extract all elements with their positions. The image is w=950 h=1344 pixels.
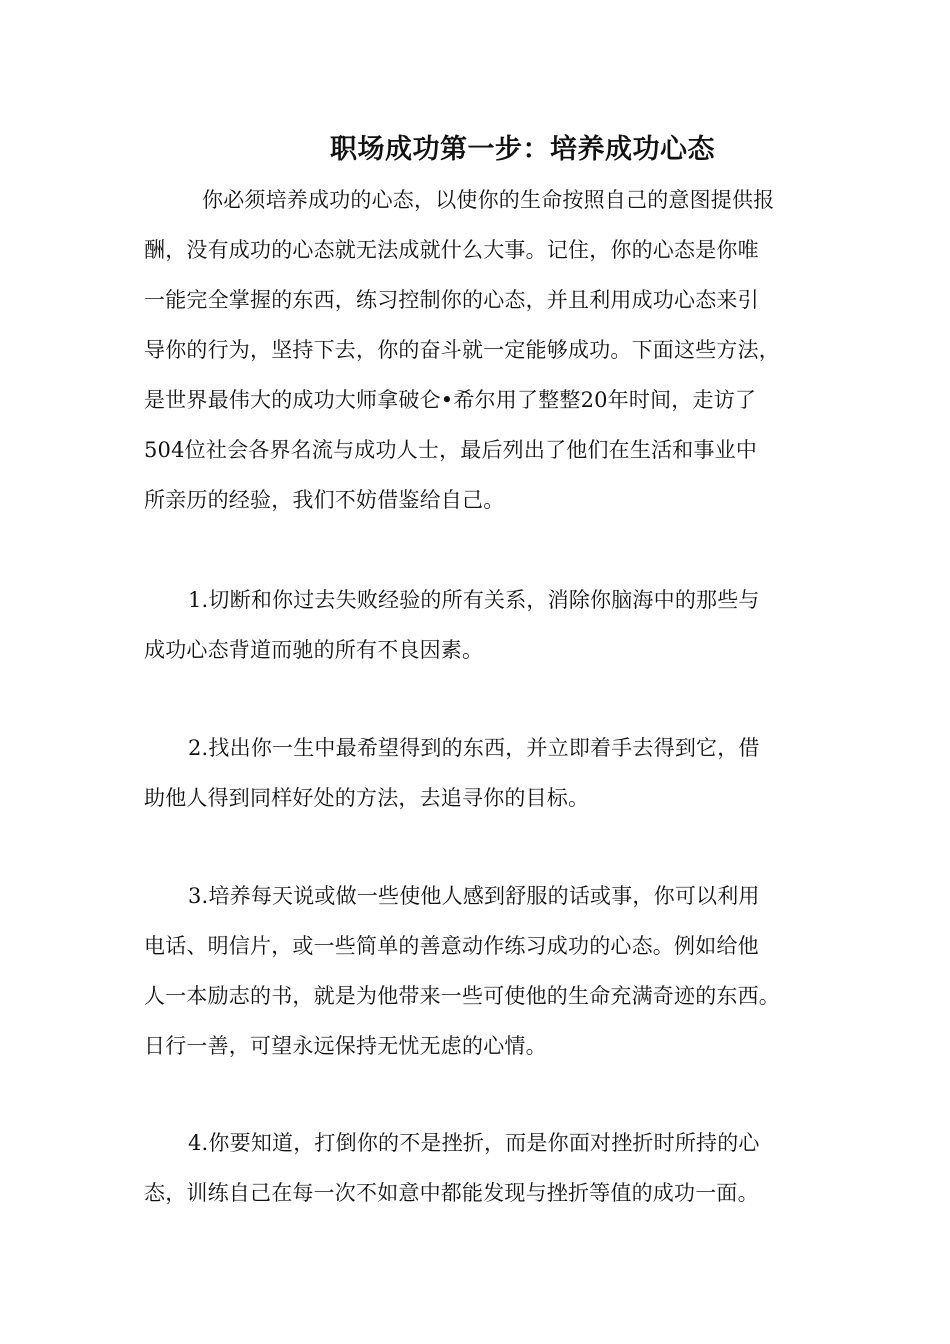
paragraph-line: 504位社会各界名流与成功人士，最后列出了他们在生活和事业中 bbox=[144, 438, 758, 462]
intro-paragraph bbox=[144, 175, 808, 525]
paragraph-line: 人一本励志的书，就是为他带来一些可使他的生命充满奇迹的东西。 bbox=[144, 984, 780, 1008]
list-item-3 bbox=[144, 871, 808, 1071]
list-item-4 bbox=[144, 1118, 808, 1218]
paragraph-line: 酬，没有成功的心态就无法成就什么大事。记住，你的心态是你唯 bbox=[144, 238, 759, 262]
paragraph-line: 电话、明信片，或一些简单的善意动作练习成功的心态。例如给他 bbox=[144, 934, 759, 958]
paragraph-line: 成功心态背道而驰的所有不良因素。 bbox=[144, 638, 484, 662]
paragraph-line: 4.你要知道，打倒你的不是挫折，而是你面对挫折时所持的心 bbox=[188, 1131, 760, 1155]
document-title: 职场成功第一步：培养成功心态 bbox=[330, 134, 715, 165]
paragraph-line: 所亲历的经验，我们不妨借鉴给自己。 bbox=[144, 488, 505, 512]
paragraph-line: 你必须培养成功的心态，以使你的生命按照自己的意图提供报 bbox=[202, 188, 775, 212]
paragraph-line: 是世界最伟大的成功大师拿破仑•希尔用了整整20年时间，走访了 bbox=[144, 388, 757, 412]
list-item-2 bbox=[144, 723, 808, 823]
paragraph-line: 态，训练自己在每一次不如意中都能发现与挫折等值的成功一面。 bbox=[144, 1181, 759, 1205]
paragraph-line: 2.找出你一生中最希望得到的东西，并立即着手去得到它，借 bbox=[188, 736, 760, 760]
paragraph-line: 日行一善，可望永远保持无忧无虑的心情。 bbox=[144, 1034, 547, 1058]
paragraph-line: 导你的行为，坚持下去，你的奋斗就一定能够成功。下面这些方法， bbox=[144, 338, 780, 362]
paragraph-line: 助他人得到同样好处的方法，去追寻你的目标。 bbox=[144, 786, 590, 810]
list-item-1 bbox=[144, 575, 808, 675]
paragraph-line: 一能完全掌握的东西，练习控制你的心态，并且利用成功心态来引 bbox=[144, 288, 759, 312]
paragraph-line: 1.切断和你过去失败经验的所有关系，消除你脑海中的那些与 bbox=[188, 588, 760, 612]
paragraph-line: 3.培养每天说或做一些使他人感到舒服的话或事，你可以利用 bbox=[188, 884, 760, 908]
